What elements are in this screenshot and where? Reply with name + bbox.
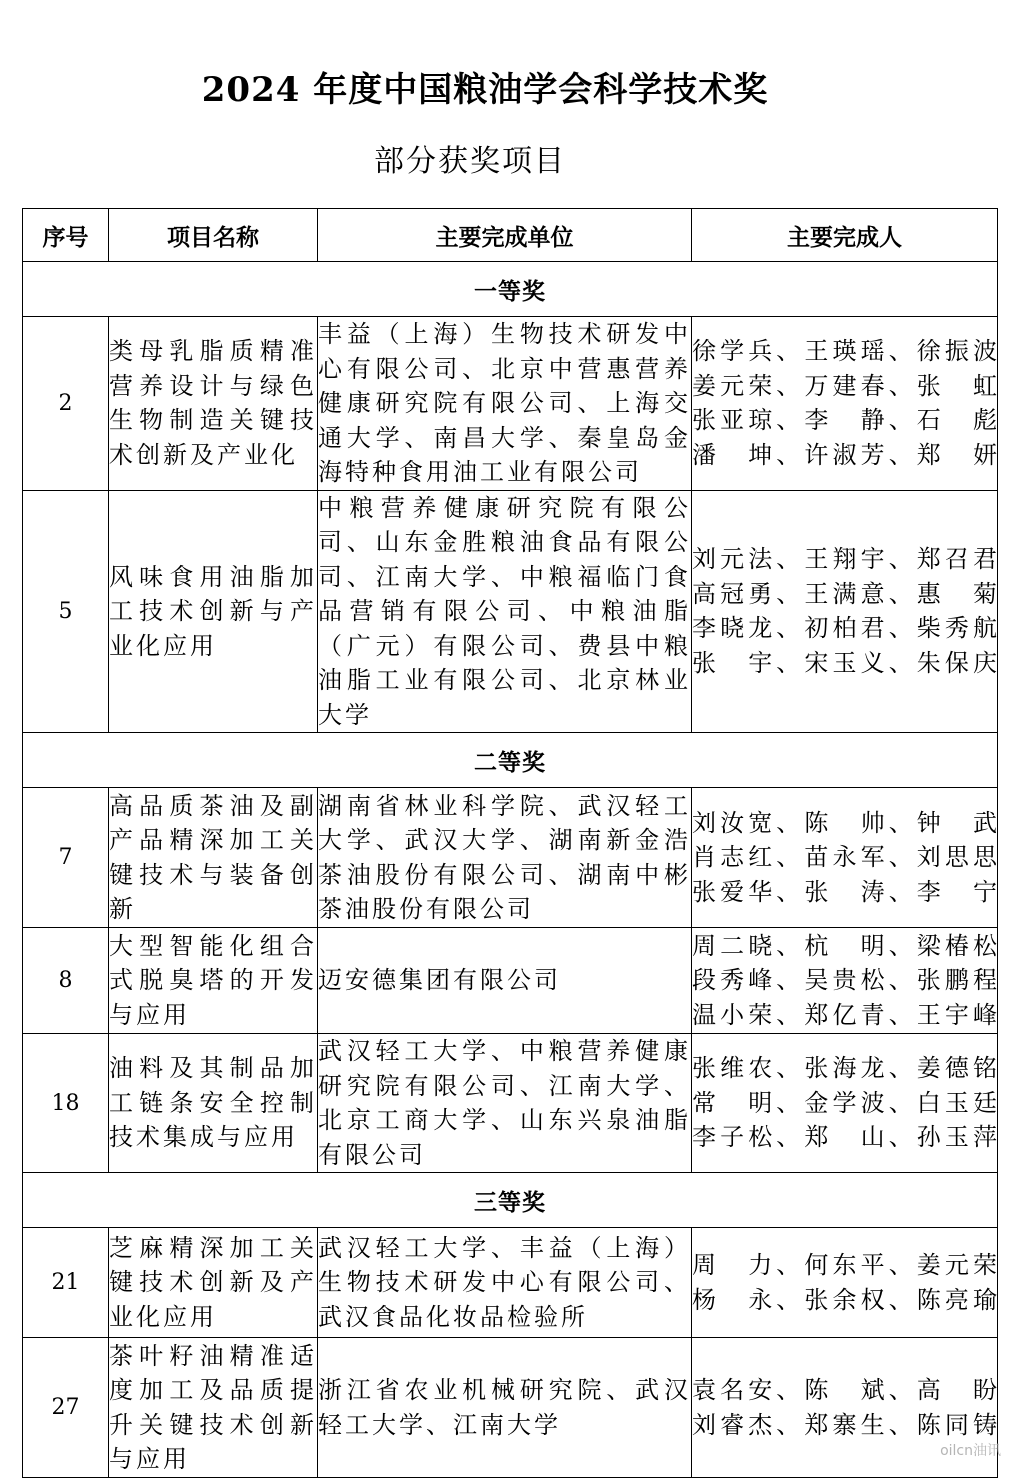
row-units: 武汉轻工大学、中粮营养健康研究院有限公司、江南大学、北京工商大学、山东兴泉油脂有限公司 — [318, 1034, 692, 1173]
people-line: 潘 坤、许淑芳、郑 妍 — [692, 440, 997, 469]
header-name: 项目名称 — [109, 209, 318, 262]
people-line: 张爱华、张 涛、李 宁 — [692, 877, 997, 906]
people-line: 肖志红、苗永军、刘思思 — [692, 843, 997, 872]
people-line: 张亚琼、李 静、石 彪 — [692, 406, 997, 435]
people-line: 周 力、何东平、姜元荣 — [692, 1251, 997, 1279]
people-line: 段秀峰、吴贵松、张鹏程 — [692, 966, 997, 995]
document-subtitle: 部分获奖项目 — [374, 144, 566, 179]
table-row — [23, 317, 998, 491]
row-project-name: 风味食用油脂加工技术创新与产业化应用 — [109, 490, 318, 733]
people-line: 刘元法、王翔宇、郑召君 — [692, 545, 997, 574]
table-row — [23, 788, 998, 928]
row-people — [692, 490, 998, 733]
row-units: 浙江省农业机械研究院、武汉轻工大学、江南大学 — [318, 1338, 692, 1478]
award-level-row — [23, 262, 998, 317]
row-project-name: 大型智能化组合式脱臭塔的开发与应用 — [109, 928, 318, 1034]
document-title: 2024 年度中国粮油学会科学技术奖 — [201, 70, 769, 110]
people-line: 刘汝宽、陈 帅、钟 武 — [692, 808, 997, 837]
row-project-name: 高品质茶油及副产品精深加工关键技术与装备创新 — [109, 788, 318, 928]
row-people — [692, 317, 998, 491]
row-people — [692, 788, 998, 928]
row-seq: 7 — [23, 788, 109, 928]
row-seq: 18 — [23, 1034, 109, 1173]
row-people — [692, 1034, 998, 1173]
header-row — [23, 209, 998, 262]
award-level-row — [23, 1173, 998, 1228]
people-line: 张维农、张海龙、姜德铭 — [692, 1054, 997, 1083]
row-project-name: 油料及其制品加工链条安全控制技术集成与应用 — [109, 1034, 318, 1173]
row-project-name: 类母乳脂质精准营养设计与绿色生物制造关键技术创新及产业化 — [109, 317, 318, 491]
table-row — [23, 490, 998, 733]
people-line: 李晓龙、初柏君、柴秀航 — [692, 614, 997, 643]
people-line: 刘睿杰、郑寨生、陈同铸 — [692, 1410, 997, 1439]
row-project-name: 茶叶籽油精准适度加工及品质提升关键技术创新与应用 — [109, 1338, 318, 1478]
awards-table — [22, 208, 998, 1478]
table-row — [23, 1034, 998, 1173]
row-seq: 2 — [23, 317, 109, 491]
people-line: 高冠勇、王满意、惠 菊 — [692, 579, 997, 608]
row-units: 中粮营养健康研究院有限公司、山东金胜粮油食品有限公司、江南大学、中粮福临门食品营销有限公司、中粮油脂（广元）有限公司、费县中粮油脂工业有限公司、北京林业大学 — [318, 490, 692, 733]
people-line: 姜元荣、万建春、张 虹 — [692, 371, 997, 400]
people-line: 李子松、郑 山、孙玉萍 — [692, 1123, 997, 1152]
award-level-row — [23, 733, 998, 788]
header-people: 主要完成人 — [692, 209, 998, 262]
watermark: oilcn油讯 — [940, 1443, 1001, 1459]
row-units: 武汉轻工大学、丰益（上海）生物技术研发中心有限公司、武汉食品化妆品检验所 — [318, 1228, 692, 1338]
row-seq: 5 — [23, 490, 109, 733]
header-unit: 主要完成单位 — [318, 209, 692, 262]
award-level-second: 二等奖 — [23, 733, 998, 788]
people-line: 周二晓、杭 明、梁椿松 — [692, 931, 997, 960]
header-seq: 序号 — [23, 209, 109, 262]
row-people — [692, 928, 998, 1034]
table-row — [23, 1338, 998, 1478]
people-line: 徐学兵、王瑛瑶、徐振波 — [692, 337, 997, 366]
row-project-name: 芝麻精深加工关键技术创新及产业化应用 — [109, 1228, 318, 1338]
people-line: 张 宇、宋玉义、朱保庆 — [692, 648, 997, 677]
people-line: 温小荣、郑亿青、王宇峰 — [692, 1000, 997, 1029]
award-level-third: 三等奖 — [23, 1173, 998, 1228]
row-people — [692, 1228, 998, 1338]
row-units: 迈安德集团有限公司 — [318, 928, 692, 1034]
row-seq: 27 — [23, 1338, 109, 1478]
row-seq: 8 — [23, 928, 109, 1034]
people-line: 常 明、金学波、白玉廷 — [692, 1088, 997, 1117]
row-seq: 21 — [23, 1228, 109, 1338]
table-row — [23, 928, 998, 1034]
award-level-first: 一等奖 — [23, 262, 998, 317]
people-line: 杨 永、张余权、陈亮瑜 — [692, 1285, 997, 1314]
people-line: 袁名安、陈 斌、高 盼 — [692, 1376, 997, 1404]
row-units: 丰益（上海）生物技术研发中心有限公司、北京中营惠营养健康研究院有限公司、上海交通大学、南昌大学、秦皇岛金海特种食用油工业有限公司 — [318, 317, 692, 491]
row-units: 湖南省林业科学院、武汉轻工大学、武汉大学、湖南新金浩茶油股份有限公司、湖南中彬茶油股份有限公司 — [318, 788, 692, 928]
table-row — [23, 1228, 998, 1338]
